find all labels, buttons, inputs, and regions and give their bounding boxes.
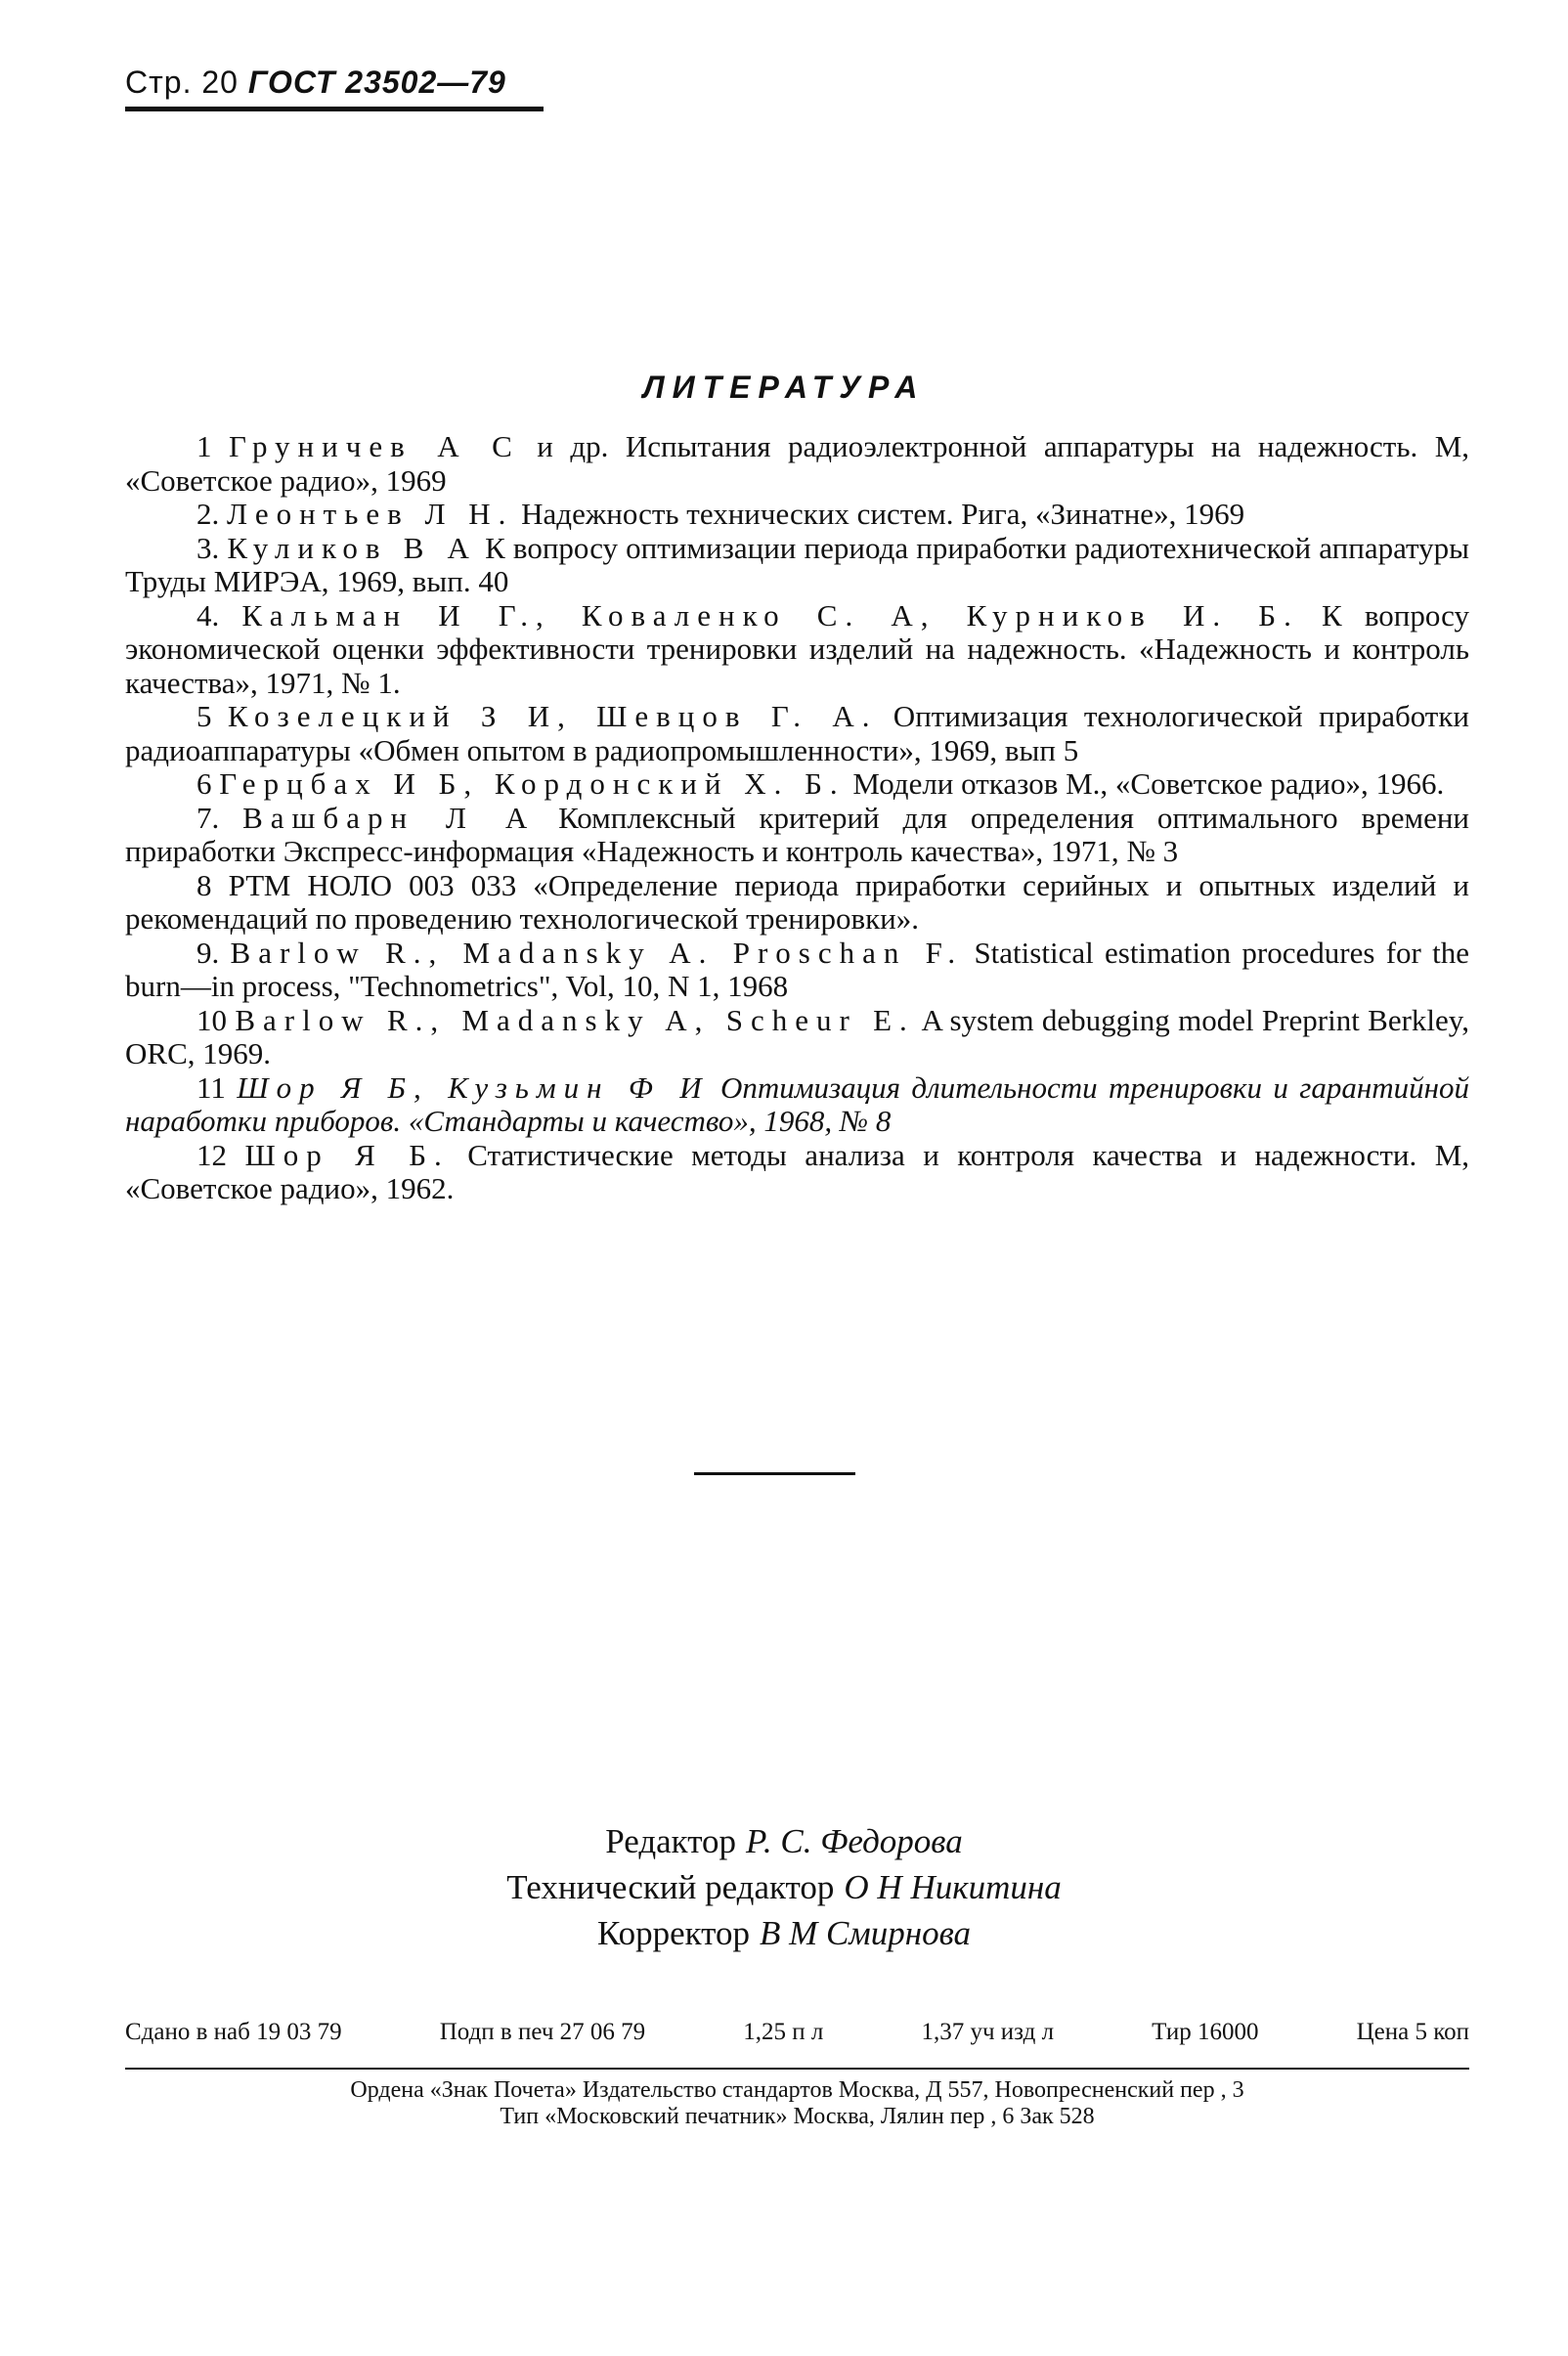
reference-item [125, 599, 1469, 701]
reference-authors: Козелецкий З И, Шевцов Г. А. [227, 699, 878, 733]
reference-item [125, 1071, 1469, 1139]
section-separator [694, 1472, 855, 1475]
reference-number: 7. [196, 800, 220, 835]
reference-number: 10 [196, 1002, 227, 1037]
reference-text: РТМ НОЛО 003 033 «Определение периода приработки серийных и опытных изделий и рекомендаций по проведению технологической тренировки». [125, 867, 1469, 936]
standard-code: ГОСТ 23502—79 [247, 65, 506, 100]
reference-authors: Груничев А С [229, 429, 520, 463]
imprint-rule [125, 2068, 1469, 2070]
section-title: ЛИТЕРАТУРА [642, 370, 926, 405]
reference-number: 8 [196, 867, 212, 902]
reference-item [125, 869, 1469, 937]
reference-item [125, 937, 1469, 1004]
reference-item [125, 767, 1469, 802]
imprint-field: Тир 16000 [1152, 2019, 1259, 2045]
reference-text: Надежность технических систем. Рига, «Зинатне», 1969 [513, 497, 1245, 531]
staff-line [0, 1818, 1568, 1864]
staff-role: Технический редактор [506, 1868, 835, 1906]
reference-text: Оптимизация длительности тренировки и гарантийной наработки приборов. «Стандарты и качество», 1968, № 8 [125, 1069, 1469, 1138]
page-header [125, 65, 506, 101]
reference-authors: Кальман И Г., Коваленко С. А, Курников И. Б. [241, 597, 1299, 633]
publisher-info [125, 2077, 1469, 2130]
reference-authors: Куликов В А [227, 530, 477, 565]
reference-number: 6 [196, 766, 212, 801]
staff-name: О Н Никитина [844, 1868, 1062, 1906]
staff-credits [0, 1818, 1568, 1956]
reference-number: 4. [196, 597, 220, 633]
reference-authors: Вашбарн Л А [242, 800, 536, 835]
reference-number: 5 [196, 699, 212, 733]
staff-line [0, 1910, 1568, 1956]
reference-text: Модели отказов М., «Советское радио», 1966. [845, 766, 1445, 801]
reference-authors: Barlow R., Madansky A, Scheur E. [235, 1002, 915, 1037]
reference-text: A system debugging model Preprint Berkley, ORC, 1969. [125, 1002, 1470, 1070]
reference-number: 11 [196, 1069, 226, 1105]
reference-text: Statistical estimation procedures for the burn—in process, "Technometrics", Vol, 10, N 1, 1968 [125, 935, 1470, 1003]
reference-text: Статистические методы анализа и контроля качества и надежности. М, «Советское радио», 1962. [125, 1137, 1470, 1205]
reference-list [125, 430, 1469, 1206]
staff-role: Корректор [596, 1914, 750, 1952]
reference-item [125, 532, 1469, 599]
reference-text: К вопросу экономической оценки эффективности тренировки изделий на надежность. «Надежность и контроль качества», 1971, № 1. [125, 597, 1469, 700]
reference-authors: Герцбах И Б, Кордонский Х. Б. [219, 766, 846, 801]
page-number: Стр. 20 [125, 65, 239, 100]
reference-number: 2. [196, 497, 220, 531]
reference-authors: Шор Я Б, Кузьмин Ф И [237, 1069, 710, 1105]
reference-item [125, 430, 1469, 498]
reference-authors: Barlow R., Madansky A. Proschan F. [230, 935, 964, 970]
reference-number: 12 [196, 1137, 227, 1172]
printer-line: Тип «Московский печатник» Москва, Лялин пер , 6 Зак 528 [500, 2104, 1095, 2129]
imprint-field: Подп в печ 27 06 79 [439, 2019, 646, 2045]
reference-item [125, 1139, 1469, 1206]
imprint-field: 1,25 п л [743, 2019, 824, 2045]
imprint-field: 1,37 уч изд л [921, 2019, 1055, 2045]
reference-item [125, 1004, 1469, 1071]
staff-role: Редактор [605, 1822, 737, 1860]
reference-item [125, 700, 1469, 767]
reference-number: 3. [196, 530, 220, 565]
reference-number: 1 [196, 429, 212, 463]
imprint-field: Сдано в наб 19 03 79 [125, 2019, 342, 2045]
staff-name: В М Смирнова [759, 1914, 972, 1952]
reference-number: 9. [196, 935, 220, 970]
staff-name: Р. С. Федорова [746, 1822, 963, 1860]
staff-line [0, 1864, 1568, 1910]
reference-text: и др. Испытания радиоэлектронной аппаратуры на надежность. М, «Советское радио», 1969 [125, 429, 1470, 498]
reference-authors: Леонтьев Л Н. [227, 497, 514, 531]
reference-text: Оптимизация технологической приработки радиоаппаратуры «Обмен опытом в радиопромышленности», 1969, вып 5 [125, 699, 1470, 767]
reference-text: Комплексный критерий для определения оптимального времени приработки Экспресс-информация «Надежность и контроль качества», 1971, № 3 [125, 800, 1470, 868]
reference-authors: Шор Я Б. [244, 1137, 450, 1172]
reference-text: К вопросу оптимизации периода приработки радиотехнической аппаратуры Труды МИРЭА, 1969, вып. 40 [125, 530, 1470, 598]
print-imprint [125, 2019, 1469, 2046]
publisher-line: Ордена «Знак Почета» Издательство стандартов Москва, Д 557, Новопресненский пер , 3 [350, 2077, 1244, 2103]
imprint-field: Цена 5 коп [1356, 2019, 1469, 2045]
header-rule [125, 107, 544, 111]
reference-item [125, 802, 1469, 869]
reference-item [125, 498, 1469, 532]
